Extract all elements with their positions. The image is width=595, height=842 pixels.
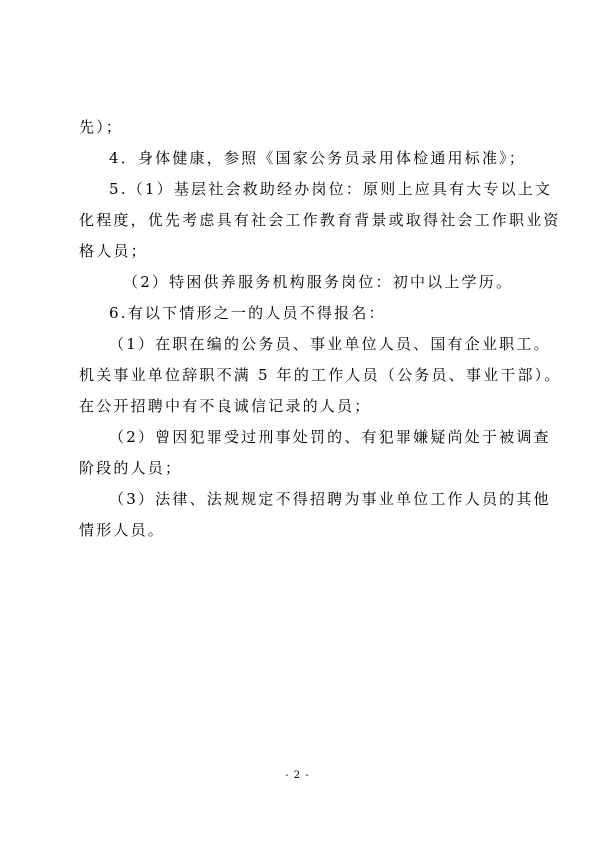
item-6-1-cont-2: 在公开招聘中有不良诚信记录的人员；: [79, 397, 372, 415]
item-5-1-title: 5.（1）基层社会救助经办岗位：原则上应具有大专以上文: [109, 180, 553, 198]
item-6-3: （3）法律、法规规定不得招聘为事业单位工作人员的其他: [109, 490, 551, 508]
item-5-2: （2）特困供养服务机构服务岗位：初中以上学历。: [123, 273, 514, 291]
item-6-title: 6.有以下情形之一的人员不得报名：: [109, 304, 386, 322]
text-line-continuation: 先）；: [79, 118, 124, 136]
item-6-1-cont-1: 机关事业单位辞职不满 5 年的工作人员（公务员、事业干部）。: [79, 366, 562, 384]
item-4-health: 4．身体健康，参照《国家公务员录用体检通用标准》；: [109, 149, 527, 167]
item-5-1-cont-1: 化程度，优先考虑具有社会工作教育背景或取得社会工作职业资: [79, 211, 561, 229]
item-6-1: （1）在职在编的公务员、事业单位人员、国有企业职工。: [109, 335, 551, 353]
item-6-2-cont: 阶段的人员；: [79, 459, 183, 477]
document-body: [79, 112, 562, 546]
item-5-1-cont-2: 格人员；: [79, 242, 148, 260]
item-6-2: （2）曾因犯罪受过刑事处罚的、有犯罪嫌疑尚处于被调查: [109, 428, 551, 446]
page-number: - 2 -: [285, 770, 310, 781]
item-6-3-cont: 情形人员。: [79, 521, 166, 539]
